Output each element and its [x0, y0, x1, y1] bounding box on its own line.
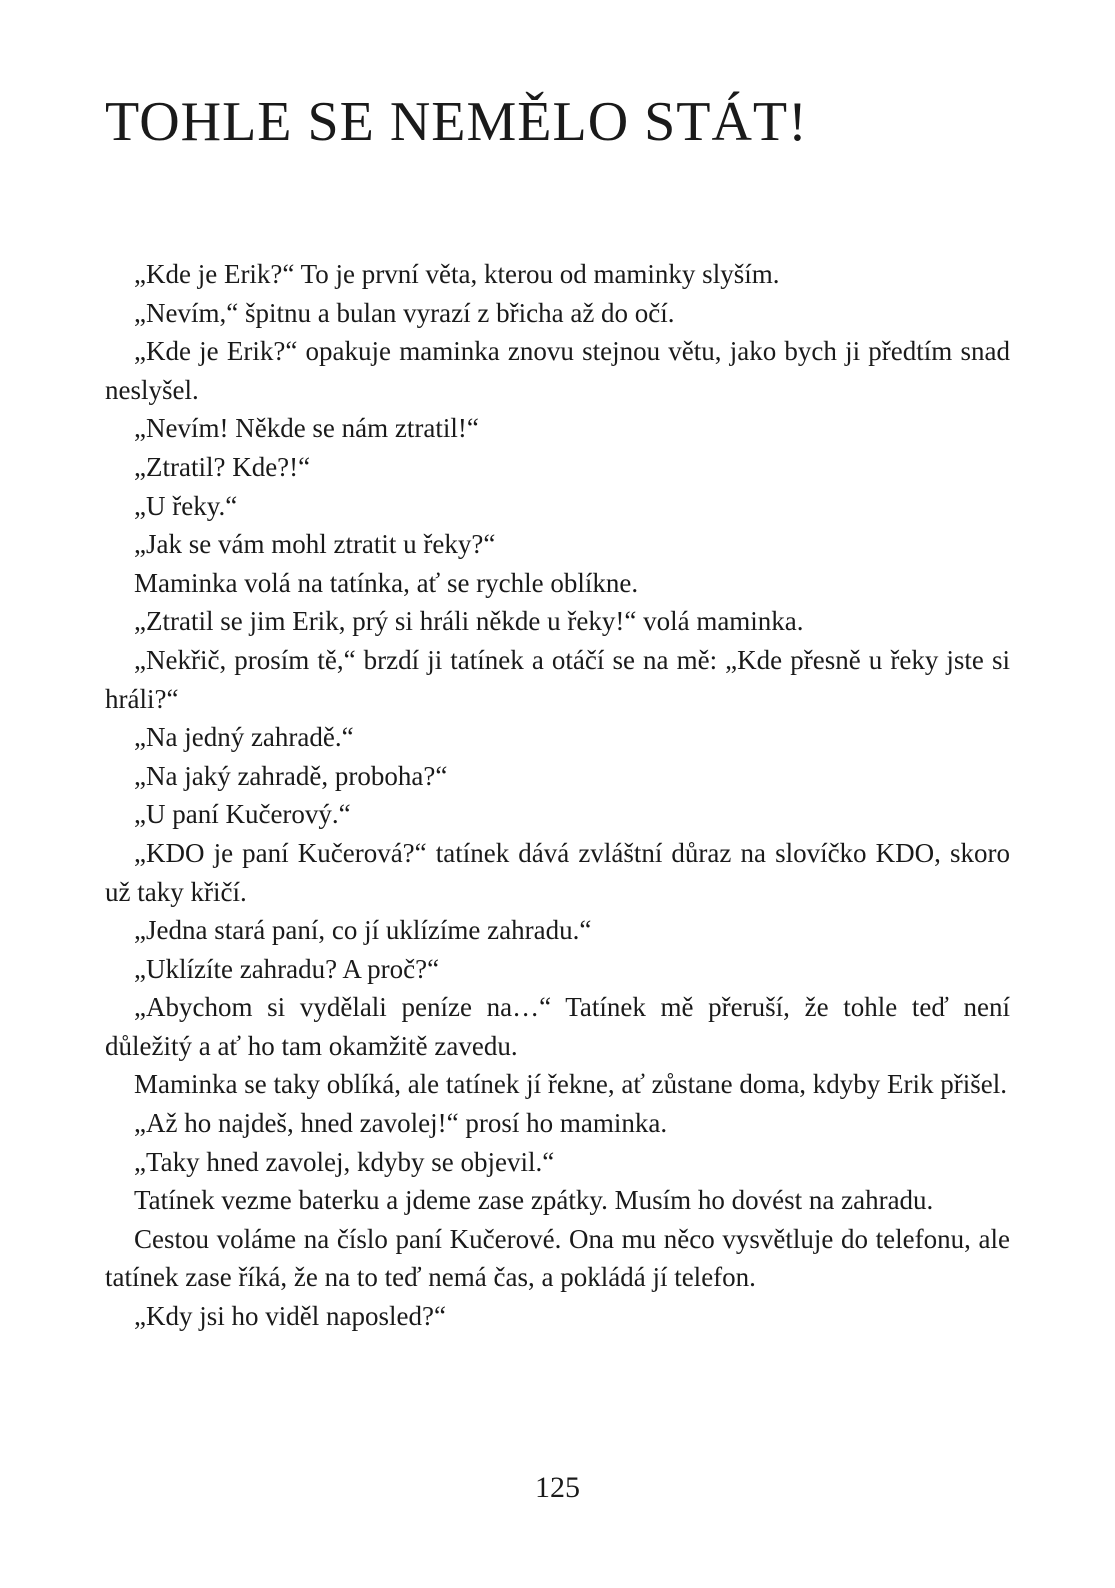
paragraph: „Kde je Erik?“ To je první věta, kterou od maminky slyším.	[134, 259, 780, 289]
paragraph: „Ztratil? Kde?!“	[134, 451, 311, 482]
paragraph: Cestou voláme na číslo paní Kučerové. Ona mu něco vysvětluje do telefonu, ale tatínek zase říká, že na to teď nemá čas, a pokládá jí telefon.	[105, 1223, 1010, 1293]
paragraph: „Nevím! Někde se nám ztratil!“	[134, 413, 479, 444]
chapter-title: TOHLE SE NEMĚLO STÁT!	[105, 91, 808, 153]
paragraph: „Jak se vám mohl ztratit u řeky?“	[134, 529, 496, 560]
paragraph: „Nevím,“ špitnu a bulan vyrazí z břicha až do očí.	[134, 297, 675, 328]
paragraph: Maminka volá na tatínka, ať se rychle oblíkne.	[134, 567, 639, 598]
paragraph: „U paní Kučerový.“	[134, 799, 351, 830]
paragraph: „Kde je Erik?“ opakuje maminka znovu stejnou větu, jako bych ji předtím snad neslyšel.	[105, 336, 1010, 405]
paragraph: „Uklízíte zahradu? A proč?“	[134, 953, 440, 984]
paragraph: „KDO je paní Kučerová?“ tatínek dává zvláštní důraz na slovíčko KDO, skoro už taky křičí.	[105, 837, 1010, 907]
body-text	[105, 255, 1010, 1336]
paragraph: Maminka se taky oblíká, ale tatínek jí řekne, ať zůstane doma, kdyby Erik přišel.	[134, 1069, 1008, 1100]
paragraph: „Jedna stará paní, co jí uklízíme zahradu.“	[134, 915, 592, 946]
paragraph: „Kdy jsi ho viděl naposled?“	[134, 1301, 446, 1332]
paragraph: „Nekřič, prosím tě,“ brzdí ji tatínek a otáčí se na mě: „Kde přesně u řeky jste si hráli?“	[105, 644, 1010, 714]
paragraph: Tatínek vezme baterku a jdeme zase zpátky. Musím ho dovést na zahradu.	[134, 1185, 934, 1216]
paragraph: „Na jedný zahradě.“	[134, 722, 354, 753]
paragraph: „Taky hned zavolej, kdyby se objevil.“	[134, 1146, 555, 1177]
paragraph: „Abychom si vydělali peníze na…“ Tatínek mě přeruší, že tohle teď není důležitý a ať ho tam okamžitě zavedu.	[105, 992, 1010, 1061]
paragraph: „Ztratil se jim Erik, prý si hráli někde u řeky!“ volá maminka.	[134, 606, 804, 637]
page-number: 125	[535, 1471, 580, 1504]
paragraph: „Na jaký zahradě, proboha?“	[134, 760, 448, 791]
paragraph: „U řeky.“	[134, 490, 238, 521]
paragraph: „Až ho najdeš, hned zavolej!“ prosí ho maminka.	[134, 1108, 668, 1139]
